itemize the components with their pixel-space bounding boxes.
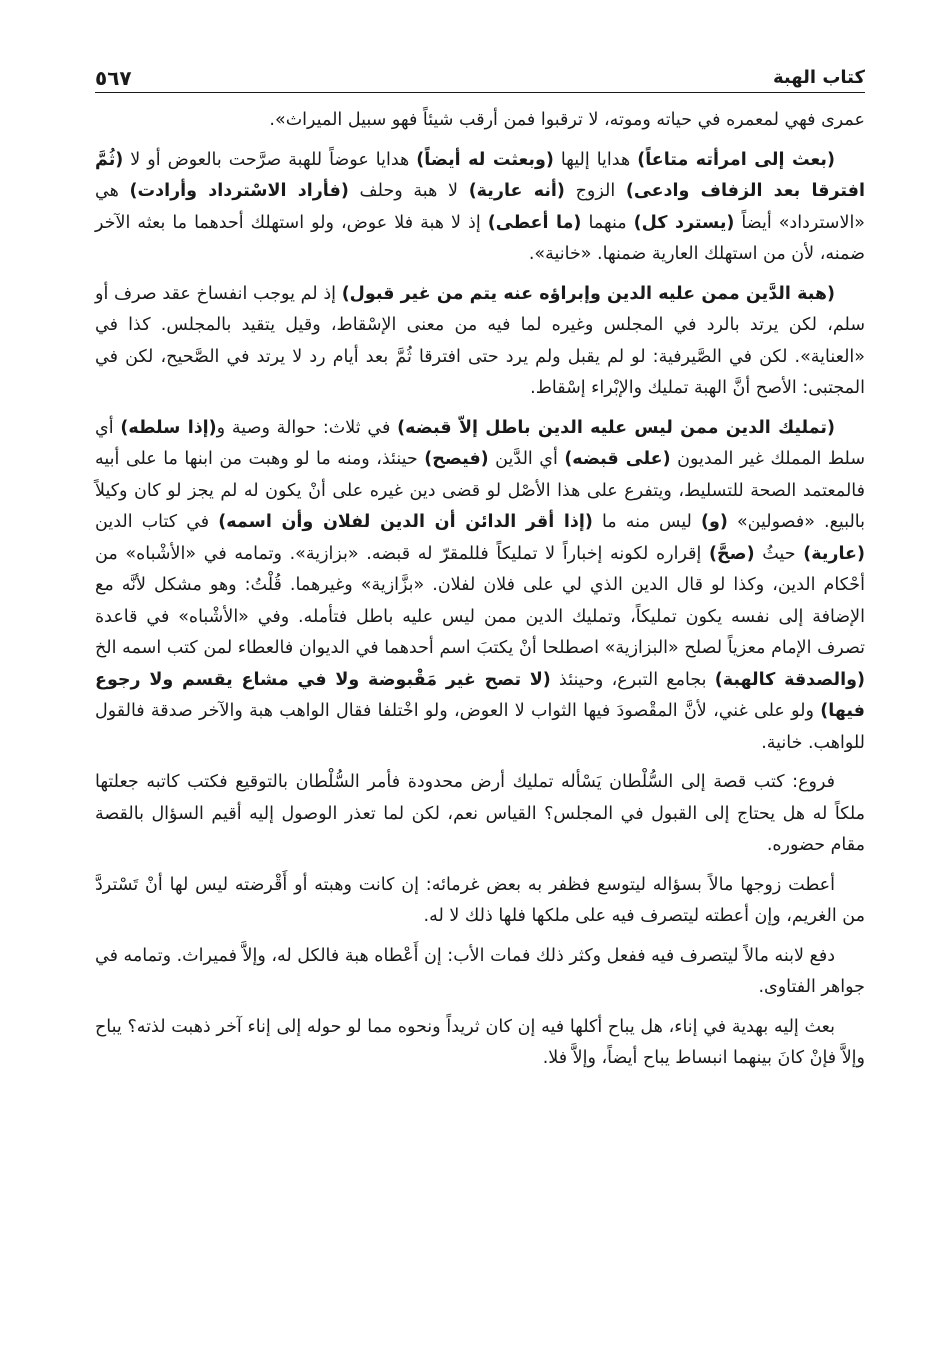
sharh-text: منهما (581, 212, 634, 233)
sharh-text: ليس منه ما (592, 512, 701, 532)
page-number: ٥٦٧ (95, 66, 132, 90)
matn-text: (أنه عارية) (468, 181, 565, 201)
matn-text: (ما أعطى) (487, 212, 582, 233)
sharh-text: في كتاب الدين (95, 512, 219, 532)
book-title: كتاب الهبة (772, 67, 865, 88)
matn-text: (لا تصح غير مَقْبوضة ولا في مشاع يقسم ولا رجوع فيها) (95, 669, 865, 721)
sharh-text: إذ لم يوجب انفساخ عقد صرف أو سلم، لكن يرتد بالرد في المجلس وغيره لما فيه من معنى الإسْقاط، وقيل يتقيد بالمجلس. كذا في «العناية». لكن في الصَّيرفية: لو لم يقبل ولم يرد حتى افترقا ثُمَّ بعد أيام رد لا يرتد في الصَّحيح، لكن في المجتبى: الأصح أنَّ الهبة تمليك والإبْراء إسْقاط. (95, 283, 865, 398)
matn-text: (و) (700, 512, 728, 532)
matn-text: (ثُمَّ افترقا بعد الزفاف وادعى) (95, 149, 865, 201)
matn-text: (والصدقة كالهبة) (714, 669, 865, 690)
matn-text: (هبة الدَّين ممن عليه الدين وإبراؤه عنه يتم من غير قبول) (341, 283, 835, 304)
running-header (95, 62, 865, 93)
sharh-text: إذ لا هبة فلا عوض، ولو استهلك أحدهما ما بعثه الآخر ضمنه، لأن من استهلك العارية ضمنها. «خانية». (95, 212, 865, 264)
sharh-text: في ثلاث: حوالة وصية و (216, 417, 398, 438)
paragraph (95, 145, 865, 271)
sharh-text: فروع: كتب قصة إلى السُّلْطان يَسْأله تمليك أرض محدودة فأمر السُّلْطان بالتوقيع فكتب كاتبه جعلتها ملكاً له هل يحتاج إلى القبول في المجلس؟ القياس نعم، لكن لما تعذر الوصول إليه أقيم السؤال بالقصة مقام حضوره. (95, 772, 865, 855)
matn-text: (فأراد الاسْترداد وأرادت) (129, 181, 349, 201)
sharh-text: دفع لابنه مالاً ليتصرف فيه ففعل وكثر ذلك فمات الأب: إن أَعْطاه هبة فالكل له، وإلاَّ فميراث. وتمامه في جواهر الفتاوى. (95, 945, 865, 997)
sharh-text: عمرى فهي لمعمره في حياته وموته، لا ترقبوا فمن أرقب شيئاً فهو سبيل الميراث». (269, 110, 865, 130)
paragraph (95, 279, 865, 405)
sharh-text: هدايا إليها (553, 149, 638, 170)
matn-text: (على قبضه) (564, 449, 671, 469)
paragraph (95, 1012, 865, 1075)
matn-text: (فيصح) (424, 449, 489, 469)
matn-text: (يسترد كل) (633, 212, 735, 233)
matn-text: (صحَّ) (709, 543, 755, 564)
paragraph (95, 413, 865, 760)
matn-text: (تمليك الدين ممن ليس عليه الدين باطل إلاّ قبضه) (397, 417, 835, 438)
sharh-text: إقراره لكونه إخباراً لا تمليكاً فللمقرّ له قبضه. «بزازية». وتمامه في «الأشْباه» من أحْكام الدين، وكذا لو قال الدين الذي لي على فلان لفلان. «بزَّازية» وغيرهما. قُلْتُ: وهو مشكل لأنَّه مع الإضافة إلى نفسه يكون تمليكاً، وتمليك الدين ممن ليس عليه باطل فتأمله. وفي «الأشْباه» في قاعدة تصرف الإمام معزياً لصلح «البزازية» اصطلحا أنْ يكتبَ اسم أحدهما في الديوان فالعطاء لمن كتب اسمه الخ (95, 543, 865, 658)
matn-text: (وبعثت له أيضاً) (416, 149, 554, 170)
paragraph (95, 105, 865, 137)
sharh-text: حينئذ، ومنه ما لو وهبت من ابنها ما على أبيه فالمعتمد الصحة للتسليط، ويتفرع على هذا الأصْل لو قضى دين غيره على أنْ يكون له لم يجز لو كان وكيلاً بالبيع. «فصولين» (95, 449, 865, 532)
sharh-text: الزوج (564, 181, 626, 201)
sharh-text: هي «الاسترداد» أيضاً (95, 181, 866, 233)
matn-text: (عارية) (803, 543, 865, 564)
sharh-text: بجامع التبرع، وحينئذ (550, 669, 715, 690)
sharh-text: هدايا عوضاً للهبة صرَّحت بالعوض أو لا (123, 149, 417, 170)
sharh-text: لا هبة وحلف (348, 181, 469, 201)
body-text (95, 105, 865, 1075)
sharh-text: أعطت زوجها مالاً بسؤاله ليتوسع فظفر به بعض غرمائه: إن كانت وهبته أو أَقْرضته ليس لها أنْ تَسْتردَّ من الغريم، وإن أعطته ليتصرف فيه على ملكها فلها ذلك لا له. (95, 874, 865, 926)
matn-text: (إذا أقر الدائن أن الدين لفلان وأن اسمه) (218, 512, 593, 532)
paragraph (95, 870, 865, 933)
matn-text: (إذا سلطه) (120, 417, 217, 438)
paragraph (95, 767, 865, 862)
sharh-text: أي سلط المملك غير المديون (95, 417, 865, 469)
matn-text: (بعث إلى امرأته متاعاً) (637, 149, 835, 170)
sharh-text: بعث إليه بهدية في إناء، هل يباح أكلها فيه إن كان ثريداً ونحوه مما لو حوله إلى إناء آخر ذهبت لذته؟ يباح وإلاَّ فإنْ كانَ بينهما انبساط يباح أيضاً، وإلاَّ فلا. (95, 1016, 865, 1068)
sharh-text: حيثُ (754, 543, 804, 564)
sharh-text: أي الدَّين (488, 449, 565, 469)
paragraph (95, 941, 865, 1004)
book-page (95, 62, 865, 1081)
sharh-text: ولو على غني، لأنَّ المقْصودَ فيها الثواب لا العوض، ولو اخْتلفا فقال الواهب هبة والآخر صدقة فالقول للواهب. خانية. (95, 701, 865, 753)
